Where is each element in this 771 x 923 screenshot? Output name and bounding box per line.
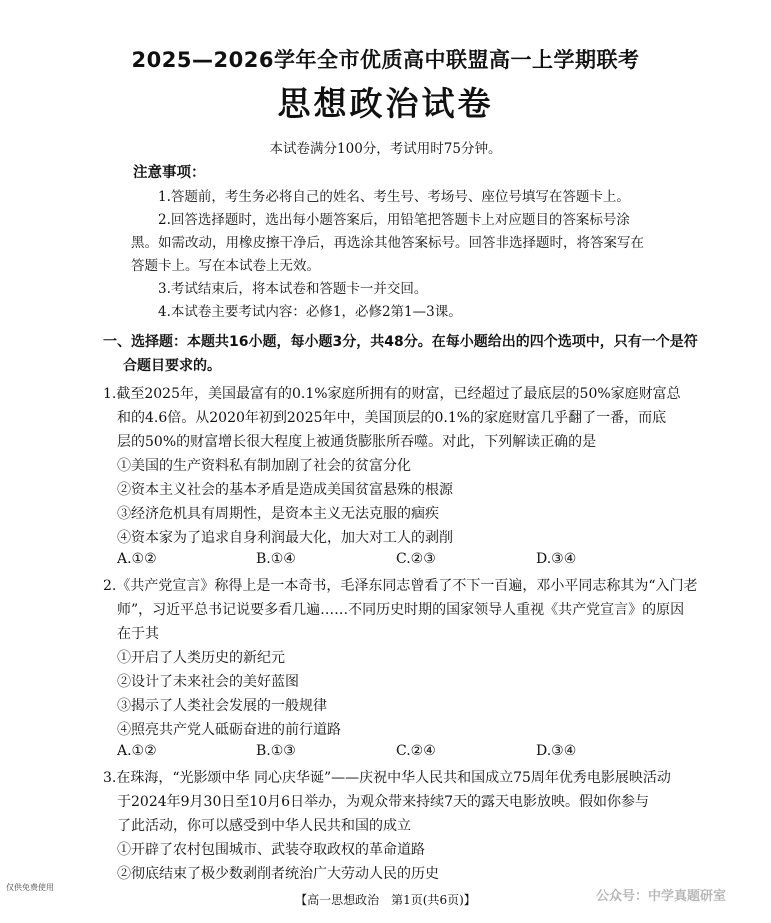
exam-title-line1: 2025—2026学年全市优质高中联盟高一上学期联考 <box>131 48 640 72</box>
page-footer: 【高一思想政治 第1页(共6页)】 <box>295 893 476 907</box>
question-1-option: ④资本家为了追求自身利润最大化，加大对工人的剥削 <box>117 530 453 546</box>
section-heading: 一、选择题：本题共16小题，每小题3分，共48分。在每小题给出的四个选项中，只有一个是符 <box>103 334 698 350</box>
notice-line: 4.本试卷主要考试内容：必修1，必修2第1—3课。 <box>158 304 462 320</box>
watermark: 公众号：中学真题研室 <box>596 889 727 904</box>
question-2-stem: 在于其 <box>117 626 159 642</box>
question-2-choice-c: C.②④ <box>396 743 436 759</box>
question-2-stem: 师”，习近平总书记说要多看几遍……不同历史时期的国家领导人重视《共产党宣言》的原因 <box>117 602 685 618</box>
question-2-stem: 2.《共产党宣言》称得上是一本奇书，毛泽东同志曾看了不下一百遍，邓小平同志称其为“入门老 <box>103 578 698 594</box>
question-2-choice-a: A.①② <box>117 743 157 759</box>
question-3-option: ②彻底结束了极少数剥削者统治广大劳动人民的历史 <box>117 866 439 882</box>
question-1-choice-a: A.①② <box>117 551 157 567</box>
question-3-stem: 了此活动，你可以感受到中华人民共和国的成立 <box>117 818 411 834</box>
section-heading-cont: 合题目要求的。 <box>123 358 221 374</box>
question-2-choice-d: D.③④ <box>536 743 577 759</box>
question-1-stem: 层的50%的财富增长很大程度上被通货膨胀所吞噬。对此，下列解读正确的是 <box>117 434 597 450</box>
notice-line: 答题卡上。写在本试卷上无效。 <box>131 258 320 274</box>
notice-line: 1.答题前，考生务必将自己的姓名、考生号、考场号、座位号填写在答题卡上。 <box>158 189 630 205</box>
question-1-choice-c: C.②③ <box>396 551 436 567</box>
question-3-stem: 3.在珠海，“光影颂中华 同心庆华诞”——庆祝中华人民共和国成立75周年优秀电影展映活动 <box>103 770 671 786</box>
notice-heading: 注意事项： <box>133 165 206 181</box>
notice-line: 3.考试结束后，将本试卷和答题卡一并交回。 <box>158 281 428 297</box>
question-2-option: ①开启了人类历史的新纪元 <box>117 650 285 666</box>
question-2-option: ③揭示了人类社会发展的一般规律 <box>117 698 327 714</box>
question-1-choice-b: B.①④ <box>256 551 296 567</box>
exam-meta: 本试卷满分100分，考试用时75分钟。 <box>269 141 502 157</box>
question-2-option: ④照亮共产党人砥砺奋进的前行道路 <box>117 722 341 738</box>
notice-line: 2.回答选择题时，选出每小题答案后，用铅笔把答题卡上对应题目的答案标号涂 <box>158 212 630 228</box>
question-1-option: ②资本主义社会的基本矛盾是造成美国贫富悬殊的根源 <box>117 482 453 498</box>
question-1-option: ①美国的生产资料私有制加剧了社会的贫富分化 <box>117 458 411 474</box>
exam-subject-title: 思想政治试卷 <box>277 84 494 123</box>
notice-line: 黑。如需改动，用橡皮擦干净后，再选涂其他答案标号。回答非选择题时，将答案写在 <box>131 235 644 251</box>
question-2-option: ②设计了未来社会的美好蓝图 <box>117 674 299 690</box>
side-note: 仅供免费使用 <box>6 883 54 892</box>
question-1-option: ③经济危机具有周期性，是资本主义无法克服的痼疾 <box>117 506 439 522</box>
question-1-stem: 1.截至2025年，美国最富有的0.1%家庭所拥有的财富，已经超过了最底层的50%家庭财富总 <box>103 386 681 402</box>
question-3-stem: 于2024年9月30日至10月6日举办，为观众带来持续7天的露天电影放映。假如你参与 <box>117 794 649 810</box>
question-3-option: ①开辟了农村包围城市、武装夺取政权的革命道路 <box>117 842 425 858</box>
question-1-stem: 和的4.6倍。从2020年初到2025年中，美国顶层的0.1%的家庭财富几乎翻了一番，而底 <box>117 410 667 426</box>
question-1-choice-d: D.③④ <box>536 551 577 567</box>
question-2-choice-b: B.①③ <box>256 743 296 759</box>
